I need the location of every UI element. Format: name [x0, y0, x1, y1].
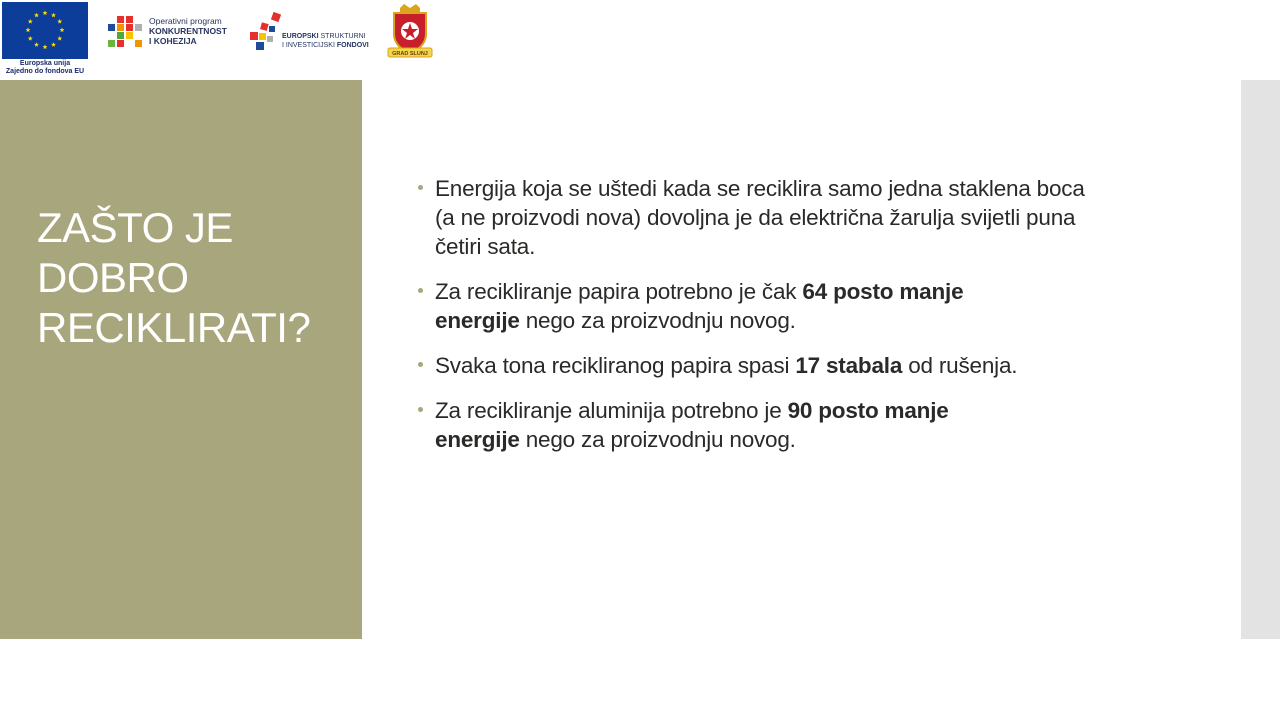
- op-line3: I KOHEZIJA: [149, 36, 197, 46]
- bullet-item-aluminium: [418, 396, 1178, 454]
- bullet-dot-icon: [418, 407, 423, 412]
- bullet-2-line-2: energije nego za proizvodnju novog.: [435, 308, 796, 333]
- op-mosaic-icon: [108, 14, 144, 50]
- eu-star-icon: [34, 13, 39, 18]
- eu-star-icon: [51, 13, 56, 18]
- eu-star-icon: [51, 42, 56, 47]
- esif-line2: I INVESTICIJSKI FONDOVI: [282, 42, 369, 49]
- bullet-item-paper-energy: [418, 277, 1178, 335]
- grad-slunj-crest: [386, 4, 434, 58]
- eu-star-icon: [34, 42, 39, 47]
- op-line2: KONKURENTNOST: [149, 26, 227, 36]
- bullet-4-line-1: Za recikliranje aluminija potrebno je 90 posto manje: [435, 398, 949, 423]
- op-logo-text: [149, 16, 227, 46]
- coat-of-arms-icon: [386, 4, 434, 58]
- eu-star-icon: [57, 36, 62, 41]
- eu-star-icon: [28, 19, 33, 24]
- bullet-item-glass-bottle: [418, 174, 1178, 261]
- bullet-dot-icon: [418, 185, 423, 190]
- eu-caption: [2, 60, 88, 76]
- eu-star-icon: [28, 36, 33, 41]
- bullet-1-line-1: Energija koja se uštedi kada se reciklira samo jedna staklena boca: [435, 176, 1085, 201]
- right-accent-strip: [1241, 80, 1280, 639]
- op-line1: Operativni program: [149, 16, 222, 26]
- eu-caption-line2: Zajedno do fondova EU: [5, 68, 85, 75]
- bullet-2-line-1: Za recikliranje papira potrebno je čak 64 posto manje: [435, 279, 964, 304]
- eu-flag-logo: [2, 2, 88, 59]
- eu-stars-icon: [2, 2, 88, 59]
- bullet-4-line-2: energije nego za proizvodnju novog.: [435, 427, 796, 452]
- logo-strip: [0, 0, 435, 80]
- slide-title: [37, 203, 337, 353]
- eu-star-icon: [43, 44, 48, 49]
- esif-logo-text: [282, 32, 369, 50]
- eu-caption-line1: Europska unija: [19, 60, 71, 67]
- bullet-item-paper-trees: [418, 351, 1178, 380]
- title-panel: [0, 80, 362, 639]
- title-line-3: RECIKLIRATI?: [37, 304, 311, 351]
- esif-line1: EUROPSKI STRUKTURNI: [282, 33, 366, 40]
- eu-star-icon: [26, 27, 31, 32]
- bullet-3-line-1: Svaka tona recikliranog papira spasi 17 stabala od rušenja.: [435, 353, 1018, 378]
- bullet-list: [418, 174, 1178, 470]
- op-konkurentnost-logo: [108, 14, 233, 50]
- esif-mosaic-icon: [248, 12, 282, 52]
- bullet-dot-icon: [418, 288, 423, 293]
- bullet-1-line-3: četiri sata.: [435, 234, 536, 259]
- eu-star-icon: [57, 19, 62, 24]
- eu-star-icon: [60, 27, 65, 32]
- title-line-1: ZAŠTO JE: [37, 204, 233, 251]
- svg-text:GRAD SLUNJ: GRAD SLUNJ: [392, 51, 428, 57]
- bullet-dot-icon: [418, 362, 423, 367]
- esif-logo: [248, 12, 373, 52]
- eu-star-icon: [43, 10, 48, 15]
- bullet-1-line-2: (a ne proizvodi nova) dovoljna je da električna žarulja svijetli puna: [435, 205, 1076, 230]
- title-line-2: DOBRO: [37, 254, 189, 301]
